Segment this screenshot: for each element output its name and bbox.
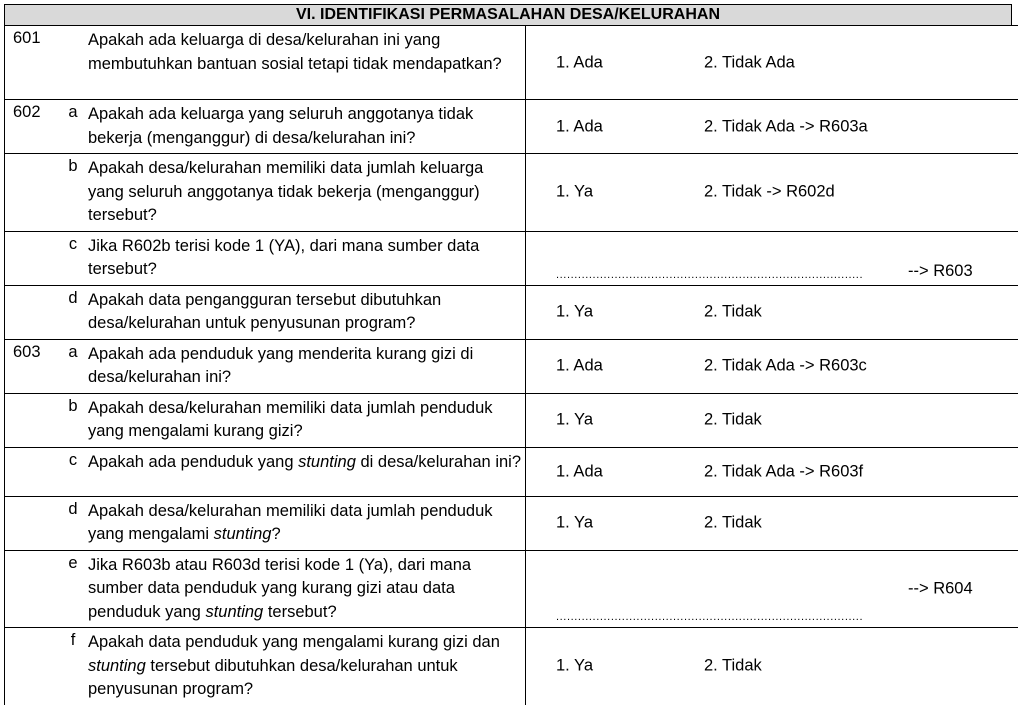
question-number — [5, 154, 59, 232]
answer-option-1[interactable]: 1. Ada — [556, 357, 603, 376]
question-text-part: di desa/kelurahan ini? — [356, 453, 521, 471]
question-sub-letter: b — [58, 154, 88, 232]
question-row — [5, 496, 1018, 550]
question-number — [5, 231, 59, 285]
question-row — [5, 285, 1018, 339]
question-row — [5, 628, 1018, 705]
answer-option-2[interactable]: 2. Tidak Ada -> R603a — [704, 117, 868, 136]
answer-cell — [526, 447, 1018, 496]
answer-option-1[interactable]: 1. Ya — [556, 514, 593, 533]
answer-cell — [526, 393, 1018, 447]
question-number: 602 — [5, 100, 59, 154]
answer-option-1[interactable]: 1. Ya — [556, 303, 593, 322]
answer-cell — [526, 285, 1018, 339]
answer-cell — [526, 550, 1018, 628]
question-text: Apakah desa/kelurahan memiliki data jumlah keluarga yang seluruh anggotanya tidak bekerja (menganggur) tersebut? — [88, 154, 526, 232]
answer-option-1[interactable]: 1. Ya — [556, 183, 593, 202]
question-text-emphasis: stunting — [214, 525, 272, 543]
question-text: Apakah data pengangguran tersebut dibutuhkan desa/kelurahan untuk penyusunan program? — [88, 285, 526, 339]
question-text — [88, 550, 526, 628]
question-row — [5, 26, 1018, 100]
answer-option-1[interactable]: 1. Ada — [556, 462, 603, 481]
question-row — [5, 339, 1018, 393]
answer-option-2[interactable]: 2. Tidak — [704, 514, 762, 533]
question-table — [4, 25, 1018, 705]
question-text-part: Apakah data penduduk yang mengalami kurang gizi dan — [88, 633, 500, 651]
question-row — [5, 447, 1018, 496]
answer-cell — [526, 339, 1018, 393]
question-sub-letter: e — [58, 550, 88, 628]
question-text: Apakah ada penduduk yang menderita kurang gizi di desa/kelurahan ini? — [88, 339, 526, 393]
answer-cell — [526, 26, 1018, 100]
answer-option-2[interactable]: 2. Tidak — [704, 657, 762, 676]
question-number — [5, 393, 59, 447]
answer-option-1[interactable]: 1. Ada — [556, 117, 603, 136]
question-sub-letter: a — [58, 100, 88, 154]
question-number: 601 — [5, 26, 59, 100]
question-text-part: tersebut? — [263, 603, 336, 621]
answer-cell — [526, 154, 1018, 232]
question-text: Jika R602b terisi kode 1 (YA), dari mana sumber data tersebut? — [88, 231, 526, 285]
question-sub-letter: a — [58, 339, 88, 393]
question-row — [5, 231, 1018, 285]
section-title: VI. IDENTIFIKASI PERMASALAHAN DESA/KELURAHAN — [4, 4, 1012, 26]
question-sub-letter: b — [58, 393, 88, 447]
answer-option-2[interactable]: 2. Tidak -> R602d — [704, 183, 835, 202]
question-text-emphasis: stunting — [88, 657, 146, 675]
question-row — [5, 100, 1018, 154]
question-row — [5, 393, 1018, 447]
question-text-part: ? — [271, 525, 280, 543]
answer-option-2[interactable]: 2. Tidak — [704, 411, 762, 430]
question-row — [5, 154, 1018, 232]
question-text — [88, 628, 526, 705]
question-text: Apakah desa/kelurahan memiliki data jumlah penduduk yang mengalami kurang gizi? — [88, 393, 526, 447]
answer-option-2[interactable]: 2. Tidak Ada -> R603f — [704, 462, 863, 481]
question-number — [5, 447, 59, 496]
question-text-part: Jika R603b atau R603d terisi kode 1 (Ya), dari mana sumber data penduduk yang kurang gizi atau data penduduk yang — [88, 556, 471, 621]
answer-option-2[interactable]: 2. Tidak — [704, 303, 762, 322]
answer-fill-line[interactable]: .................................................................................... — [556, 611, 863, 623]
question-row — [5, 550, 1018, 628]
answer-cell — [526, 496, 1018, 550]
question-sub-letter: c — [58, 447, 88, 496]
question-number: 603 — [5, 339, 59, 393]
answer-option-2[interactable]: 2. Tidak Ada -> R603c — [704, 357, 867, 376]
question-text: Apakah ada keluarga di desa/kelurahan ini yang membutuhkan bantuan sosial tetapi tidak mendapatkan? — [88, 26, 526, 100]
answer-cell — [526, 628, 1018, 705]
question-text-emphasis: stunting — [205, 603, 263, 621]
answer-option-1[interactable]: 1. Ya — [556, 657, 593, 676]
skip-instruction: --> R604 — [908, 579, 973, 598]
question-number — [5, 550, 59, 628]
question-sub-letter: f — [58, 628, 88, 705]
answer-cell — [526, 231, 1018, 285]
answer-option-1[interactable]: 1. Ada — [556, 53, 603, 72]
answer-fill-line[interactable]: .................................................................................... — [556, 269, 863, 281]
question-sub-letter: d — [58, 285, 88, 339]
question-text: Apakah ada keluarga yang seluruh anggotanya tidak bekerja (menganggur) di desa/kelurahan ini? — [88, 100, 526, 154]
question-text — [88, 447, 526, 496]
question-number — [5, 496, 59, 550]
question-sub-letter: c — [58, 231, 88, 285]
question-text-part: Apakah ada penduduk yang — [88, 453, 298, 471]
question-text-part: Apakah desa/kelurahan memiliki data jumlah penduduk yang mengalami — [88, 502, 493, 544]
question-number — [5, 285, 59, 339]
skip-instruction: --> R603 — [908, 262, 973, 281]
answer-cell — [526, 100, 1018, 154]
question-sub-letter — [58, 26, 88, 100]
question-text-emphasis: stunting — [298, 453, 356, 471]
question-sub-letter: d — [58, 496, 88, 550]
question-text — [88, 496, 526, 550]
answer-option-2[interactable]: 2. Tidak Ada — [704, 53, 795, 72]
question-text-part: tersebut dibutuhkan desa/kelurahan untuk penyusunan program? — [88, 657, 458, 699]
question-number — [5, 628, 59, 705]
answer-option-1[interactable]: 1. Ya — [556, 411, 593, 430]
